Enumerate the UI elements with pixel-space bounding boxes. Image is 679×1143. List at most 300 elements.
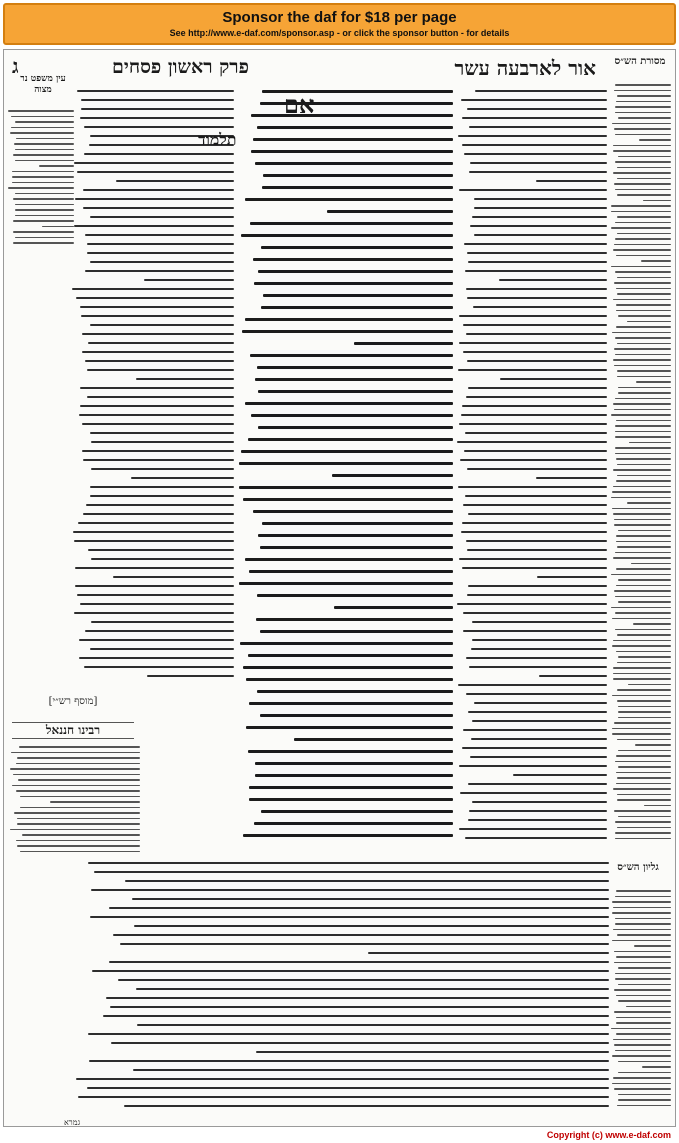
text-line [618,1094,671,1096]
text-line [617,370,671,372]
text-line [125,880,609,882]
text-line [84,666,234,668]
text-line [83,513,234,515]
text-line [13,242,74,244]
text-line [616,585,671,587]
rabbenu-label: רבינו חננאל [12,722,134,739]
text-line [611,574,671,576]
text-line [15,215,74,217]
text-line [118,979,609,981]
text-line [13,231,74,233]
text-line [75,567,234,569]
text-line [615,189,671,191]
text-line [615,612,671,614]
text-line [294,738,453,741]
text-line [613,1077,671,1079]
text-line [615,761,671,763]
text-line [462,747,607,749]
page-letter: ג [12,54,19,78]
text-line [12,171,74,173]
text-line [91,441,234,443]
text-line [615,106,671,108]
text-line [474,234,607,236]
text-line [87,1087,609,1089]
text-line [459,189,607,191]
text-line [616,890,671,892]
text-line [251,114,453,117]
text-line [611,607,671,609]
text-line [631,563,671,565]
text-line [327,210,453,213]
text-line [467,594,607,596]
text-line [10,829,140,831]
text-line [253,138,453,141]
text-line [20,796,140,798]
text-line [461,414,607,416]
text-line [116,180,234,182]
text-line [80,306,235,308]
text-line [242,330,453,333]
text-line [20,851,140,853]
text-line [613,403,671,405]
text-line [539,675,607,677]
text-line [611,1028,671,1030]
text-line [615,337,671,339]
text-line [85,360,234,362]
text-line [109,961,609,963]
text-line [618,601,671,603]
text-line [255,378,453,381]
text-line [616,1022,671,1024]
masoret-label: מסורת הש״ס [614,56,666,67]
text-line [261,810,453,813]
text-line [613,667,671,669]
text-line [459,423,607,425]
text-line [13,220,74,222]
text-line [612,940,671,942]
text-line [612,912,671,914]
text-line [614,722,671,724]
text-line [618,117,671,119]
text-line [458,486,608,488]
text-line [465,495,607,497]
text-line [76,297,234,299]
text-line [617,277,671,279]
text-line [86,504,234,506]
text-line [15,121,74,123]
text-line [612,728,671,730]
text-line [611,205,671,207]
text-line [613,678,671,680]
text-line [15,149,74,151]
text-line [462,522,608,524]
text-line [618,766,671,768]
text-line [500,378,607,380]
text-line [615,425,671,427]
text-line [12,785,140,787]
text-line [615,447,671,449]
text-line [614,590,671,592]
text-line [643,200,671,202]
text-line [617,634,671,636]
text-line [106,997,609,999]
text-line [11,752,140,754]
text-line [72,288,234,290]
text-line [17,823,140,825]
text-line [11,116,74,118]
text-line [78,1096,609,1098]
text-line [613,150,671,152]
text-line [11,127,74,129]
text-line [248,438,453,441]
text-line [617,739,671,741]
text-line [243,834,454,837]
text-line [635,744,671,746]
text-line [615,918,671,920]
text-line [613,1039,671,1041]
copyright-link[interactable]: Copyright (c) www.e-daf.com [546,1130,671,1140]
text-line [249,702,453,705]
text-line [612,901,671,903]
text-line [617,934,671,936]
text-line [499,279,607,281]
text-line [258,534,453,537]
text-line [617,216,671,218]
text-line [249,798,453,801]
text-line [615,596,671,598]
text-line [464,450,607,452]
text-line [87,396,234,398]
text-line [627,321,671,323]
text-line [473,306,607,308]
text-line [468,513,607,515]
text-line [612,645,671,647]
text-line [334,606,453,609]
text-line [87,369,234,371]
text-line [615,973,671,975]
text-line [88,342,234,344]
text-line [613,359,671,361]
text-line [615,453,671,455]
text-line [87,243,234,245]
text-line [79,639,234,641]
text-line [239,486,453,489]
text-line [616,535,671,537]
text-line [614,244,671,246]
rashi-column [457,90,607,850]
text-line [617,464,672,466]
sponsor-subtitle[interactable]: See http://www.e-daf.com/sponsor.asp - or click the sponsor button - for details [169,28,510,38]
text-line [20,807,140,809]
text-line [617,233,671,235]
text-line [79,414,234,416]
text-line [460,792,607,794]
text-line [467,252,607,254]
text-line [614,128,671,130]
text-line [615,134,671,136]
text-line [615,552,671,554]
text-line [90,432,234,434]
tosafot-column [72,90,234,690]
text-line [81,99,234,101]
text-line [256,1051,609,1053]
text-line [615,161,671,163]
text-line [633,623,671,625]
text-line [248,750,453,753]
text-line [248,654,453,657]
text-line [613,299,671,301]
text-line [332,474,453,477]
text-line [616,310,671,312]
text-line [85,630,234,632]
text-line [22,834,140,836]
text-line [147,675,234,677]
text-line [614,409,671,411]
text-line [262,186,453,189]
text-line [615,271,671,273]
text-line [78,522,234,524]
text-line [617,167,671,169]
text-line [255,762,453,765]
text-line [91,889,609,891]
text-line [615,629,671,631]
text-line [616,956,671,958]
text-line [88,862,609,864]
text-line [611,414,671,416]
text-line [12,182,74,184]
text-line [468,711,607,713]
text-line [113,934,609,936]
text-line [613,929,671,931]
text-line [612,1083,671,1085]
text-line [241,234,453,237]
text-line [613,788,671,790]
text-line [15,193,74,195]
text-line [10,132,74,134]
text-line [88,549,234,551]
text-line [618,392,671,394]
text-line [618,156,671,158]
text-line [617,194,671,196]
rabbenu-column [8,746,140,856]
text-line [616,541,671,543]
text-line [613,640,672,642]
text-line [614,524,671,526]
talmud-page [3,49,676,1127]
text-line [459,342,607,344]
text-line [612,618,671,620]
text-line [467,549,607,551]
text-line [91,558,234,560]
text-line [368,952,609,954]
text-line [91,468,234,470]
text-line [257,690,453,693]
talmud-word: תלמוד [198,130,237,149]
text-line [614,90,671,92]
text-line [462,117,607,119]
text-line [111,1042,609,1044]
text-line [85,270,234,272]
text-line [243,498,453,501]
text-line [474,207,607,209]
text-line [616,772,671,774]
text-line [256,618,453,621]
tractate-title: אור לארבעה עשר [454,56,596,80]
text-line [642,1066,671,1068]
sponsor-banner[interactable] [3,3,676,45]
text-line [260,546,453,549]
text-line [17,757,140,759]
text-line [457,603,607,605]
text-line [90,324,234,326]
text-line [474,702,607,704]
text-line [75,198,234,200]
text-line [83,459,234,461]
text-line [258,390,453,393]
text-line [615,112,671,114]
text-line [618,967,671,969]
text-line [644,805,671,807]
ein-mishpat-column [8,110,74,250]
text-line [618,717,671,719]
text-line [241,450,453,453]
chapter-title: פרק ראשון פסחים [112,56,249,78]
text-line [618,656,671,658]
text-line [469,126,607,128]
text-line [475,90,607,92]
text-line [468,261,607,263]
text-line [614,348,671,350]
text-line [612,491,671,493]
text-line [255,162,453,165]
text-line [615,923,671,925]
text-line [84,153,234,155]
text-line [615,832,671,834]
text-line [614,519,671,521]
text-line [617,178,671,180]
text-line [614,1044,671,1046]
text-line [615,398,671,400]
text-line [459,315,607,317]
text-line [18,779,140,781]
text-line [80,603,234,605]
text-line [617,794,671,796]
text-line [615,238,671,240]
text-line [536,180,607,182]
text-line [629,442,671,444]
text-line [254,822,453,825]
text-line [467,360,607,362]
text-line [462,405,607,407]
text-line [618,816,671,818]
text-line [612,332,671,334]
text-line [613,557,671,559]
text-line [80,117,234,119]
text-line [120,943,609,945]
text-line [137,1024,609,1026]
text-line [73,531,234,533]
text-line [239,582,453,585]
text-line [124,1105,609,1107]
text-line [257,126,453,129]
text-line [614,282,671,284]
text-line [536,477,607,479]
text-line [613,673,671,675]
text-line [617,799,671,801]
text-line [472,639,607,641]
text-line [253,258,453,261]
sponsor-title[interactable]: Sponsor the daf for $18 per page [222,9,457,26]
text-line [468,819,608,821]
text-line [470,756,607,758]
text-line [611,211,671,213]
text-line [249,786,453,789]
text-line [462,567,607,569]
text-line [472,621,607,623]
text-line [250,354,453,357]
text-line [467,108,607,110]
text-line [17,845,140,847]
text-line [611,266,671,268]
text-line [616,755,671,757]
text-line [616,304,671,306]
text-line [468,387,607,389]
text-line [13,198,74,200]
text-line [616,326,671,328]
text-line [612,123,671,125]
text-line [79,657,234,659]
text-line [12,176,74,178]
text-line [88,1033,609,1035]
text-line [469,666,607,668]
text-line [8,110,74,112]
text-line [618,579,671,581]
text-line [636,381,671,383]
text-line [615,838,671,840]
bottom-commentary [74,862,609,1114]
text-line [260,714,453,717]
text-line [615,1050,671,1052]
text-line [469,810,607,812]
text-line [90,261,234,263]
text-line [458,135,607,137]
text-line [612,733,671,735]
text-line [463,504,607,506]
text-line [616,480,671,482]
text-line [16,138,74,140]
text-line [464,243,607,245]
text-line [77,594,234,596]
text-line [472,216,607,218]
text-line [240,642,453,645]
text-line [245,402,453,405]
text-line [613,249,671,251]
signature-word: גמרא [64,1118,81,1127]
text-line [613,907,671,909]
text-line [91,621,234,623]
text-line [618,1061,671,1063]
text-line [617,376,671,378]
text-line [613,172,671,174]
text-line [467,297,607,299]
text-line [618,711,671,713]
text-line [471,738,607,740]
text-line [472,720,607,722]
text-line [618,315,671,317]
text-line [251,414,453,417]
text-line [15,237,74,239]
text-line [469,171,607,173]
